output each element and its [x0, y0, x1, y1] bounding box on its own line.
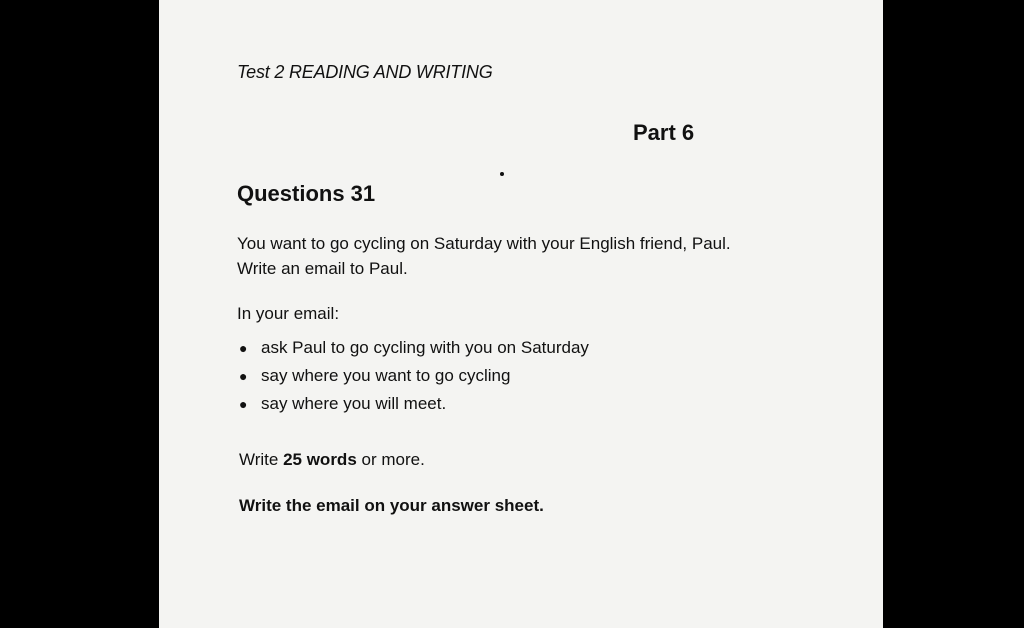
task-instructions — [237, 231, 731, 281]
bullet-text: say where you want to go cycling — [261, 366, 511, 385]
bullet-list — [239, 334, 589, 418]
word-count-suffix: or more. — [356, 450, 425, 469]
part-heading: Part 6 — [633, 120, 695, 145]
stray-dot-mark — [500, 172, 504, 176]
questions-title: Questions 31 — [237, 181, 376, 206]
bullet-icon: ● — [239, 368, 248, 384]
instruction-line: You want to go cycling on Saturday with your English friend, Paul. — [237, 234, 731, 253]
email-intro: In your email: — [237, 304, 340, 323]
page-header: Test 2 READING AND WRITING — [237, 62, 493, 82]
exam-page — [159, 0, 883, 628]
list-item — [239, 390, 589, 418]
list-item — [239, 334, 589, 362]
instruction-line: Write an email to Paul. — [237, 259, 408, 278]
bullet-text: say where you will meet. — [261, 394, 447, 413]
list-item — [239, 362, 589, 390]
word-count-prefix: Write — [239, 450, 284, 469]
answer-sheet-instruction: Write the email on your answer sheet. — [239, 496, 544, 515]
word-count-bold: 25 words — [283, 450, 357, 469]
word-count-instruction — [239, 450, 425, 470]
bullet-icon: ● — [239, 396, 248, 412]
bullet-text: ask Paul to go cycling with you on Saturday — [261, 338, 589, 357]
bullet-icon: ● — [239, 340, 248, 356]
